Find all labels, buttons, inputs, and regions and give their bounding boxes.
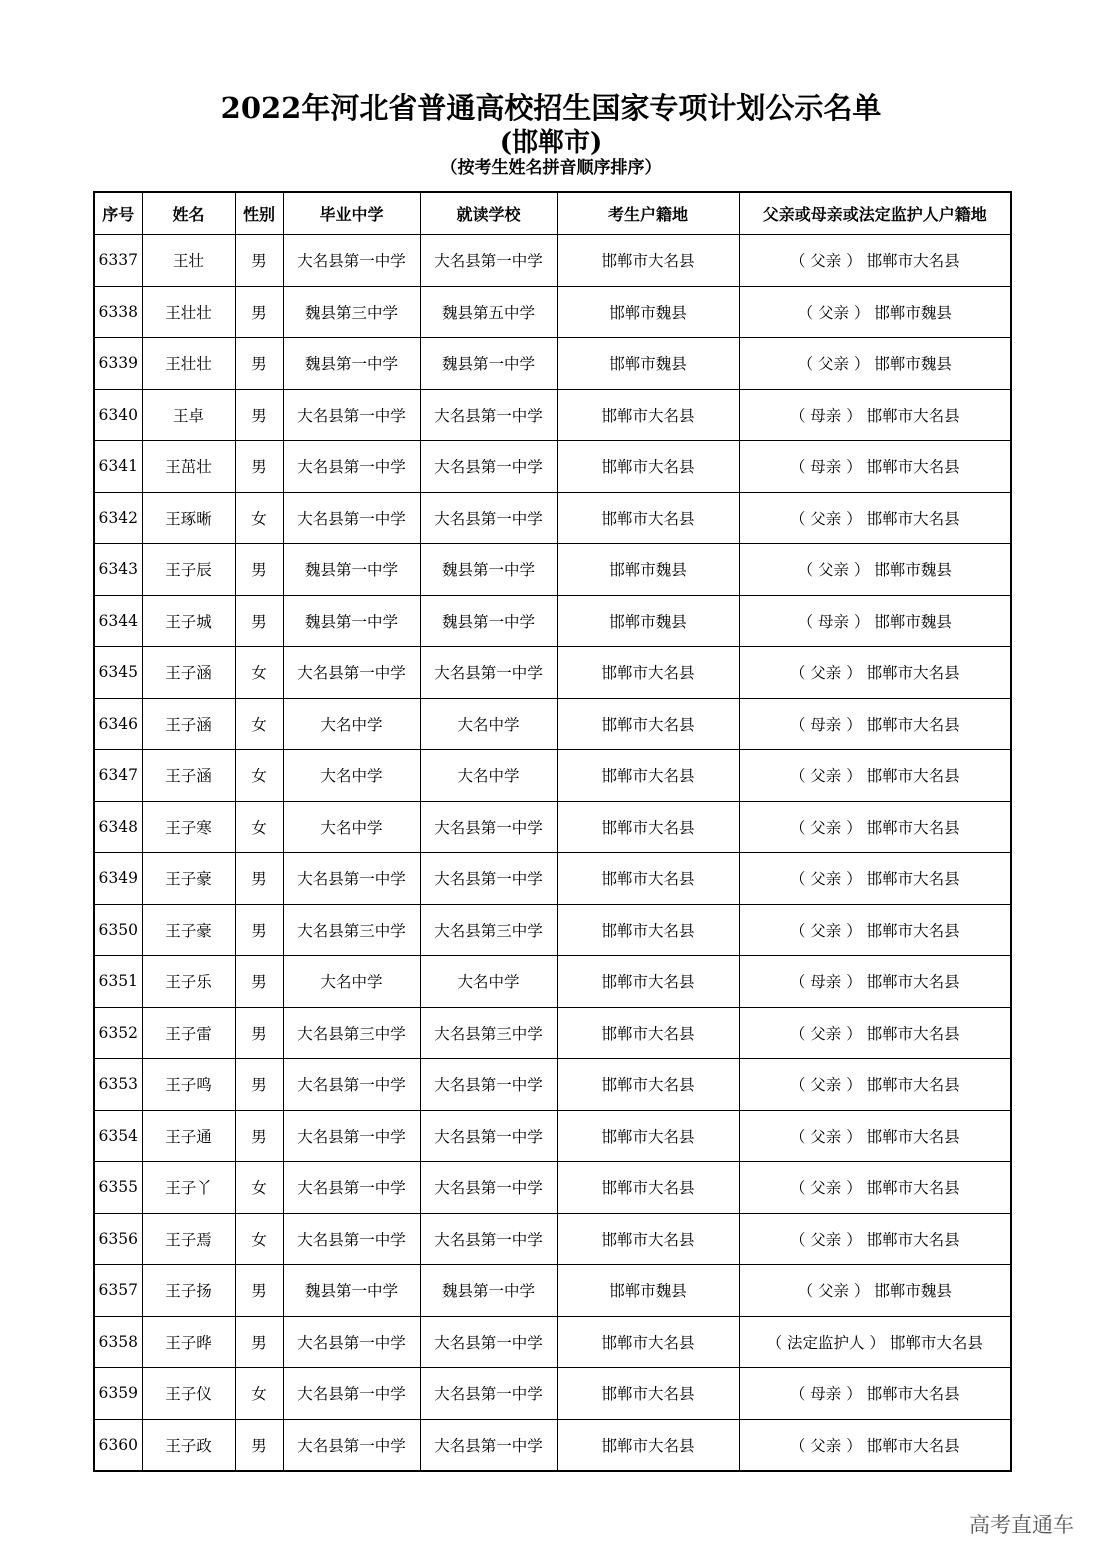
- guardian-registration-cell: （ 父亲 ） 邯郸市大名县: [739, 647, 1011, 699]
- name-cell: 王子辰: [142, 544, 235, 596]
- gender-cell: 女: [235, 698, 283, 750]
- name-cell: 王茁壮: [142, 441, 235, 493]
- household-registration-cell: 邯郸市大名县: [557, 1316, 739, 1368]
- gender-cell: 男: [235, 1316, 283, 1368]
- household-registration-cell: 邯郸市大名县: [557, 441, 739, 493]
- current-school-cell: 大名县第一中学: [420, 1213, 557, 1265]
- serial-cell: 6346: [94, 698, 142, 750]
- name-cell: 王子乐: [142, 956, 235, 1008]
- table-row: [94, 1007, 1011, 1059]
- current-school-cell: 大名中学: [420, 750, 557, 802]
- gender-cell: 男: [235, 1007, 283, 1059]
- name-cell: 王琢晰: [142, 492, 235, 544]
- household-registration-cell: 邯郸市魏县: [557, 544, 739, 596]
- gender-cell: 男: [235, 1110, 283, 1162]
- graduated-school-cell: 大名县第一中学: [283, 1213, 420, 1265]
- name-cell: 王子城: [142, 595, 235, 647]
- guardian-registration-cell: （ 父亲 ） 邯郸市魏县: [739, 1265, 1011, 1317]
- guardian-registration-cell: （ 母亲 ） 邯郸市大名县: [739, 441, 1011, 493]
- graduated-school-cell: 大名县第三中学: [283, 1007, 420, 1059]
- name-cell: 王子涵: [142, 698, 235, 750]
- name-cell: 王子通: [142, 1110, 235, 1162]
- table-row: [94, 1316, 1011, 1368]
- table-row: [94, 904, 1011, 956]
- graduated-school-cell: 魏县第三中学: [283, 286, 420, 338]
- graduated-school-cell: 大名县第一中学: [283, 235, 420, 287]
- graduated-school-cell: 大名县第一中学: [283, 1110, 420, 1162]
- household-registration-cell: 邯郸市大名县: [557, 956, 739, 1008]
- current-school-cell: 大名县第一中学: [420, 801, 557, 853]
- current-school-cell: 大名县第一中学: [420, 389, 557, 441]
- name-cell: 王子焉: [142, 1213, 235, 1265]
- current-school-cell: 大名县第一中学: [420, 1162, 557, 1214]
- guardian-registration-cell: （ 父亲 ） 邯郸市大名县: [739, 750, 1011, 802]
- serial-cell: 6354: [94, 1110, 142, 1162]
- serial-cell: 6340: [94, 389, 142, 441]
- serial-cell: 6356: [94, 1213, 142, 1265]
- table-row: [94, 1213, 1011, 1265]
- household-registration-cell: 邯郸市大名县: [557, 1368, 739, 1420]
- name-cell: 王子豪: [142, 853, 235, 905]
- current-school-cell: 魏县第一中学: [420, 338, 557, 390]
- graduated-school-cell: 大名中学: [283, 750, 420, 802]
- name-cell: 王子涵: [142, 750, 235, 802]
- current-school-cell: 大名县第一中学: [420, 1368, 557, 1420]
- graduated-school-cell: 大名中学: [283, 801, 420, 853]
- gender-cell: 男: [235, 1265, 283, 1317]
- name-cell: 王子鸣: [142, 1059, 235, 1111]
- table-row: [94, 1419, 1011, 1471]
- serial-cell: 6351: [94, 956, 142, 1008]
- header-graduated-school: 毕业中学: [283, 192, 420, 235]
- graduated-school-cell: 大名县第一中学: [283, 647, 420, 699]
- gender-cell: 男: [235, 286, 283, 338]
- serial-cell: 6352: [94, 1007, 142, 1059]
- serial-cell: 6349: [94, 853, 142, 905]
- graduated-school-cell: 魏县第一中学: [283, 544, 420, 596]
- graduated-school-cell: 大名县第一中学: [283, 389, 420, 441]
- graduated-school-cell: 魏县第一中学: [283, 338, 420, 390]
- current-school-cell: 大名县第一中学: [420, 1059, 557, 1111]
- gender-cell: 男: [235, 595, 283, 647]
- table-row: [94, 698, 1011, 750]
- graduated-school-cell: 大名县第一中学: [283, 492, 420, 544]
- table-row: [94, 956, 1011, 1008]
- household-registration-cell: 邯郸市大名县: [557, 1007, 739, 1059]
- table-row: [94, 492, 1011, 544]
- gender-cell: 女: [235, 1162, 283, 1214]
- name-cell: 王子扬: [142, 1265, 235, 1317]
- current-school-cell: 大名县第一中学: [420, 492, 557, 544]
- guardian-registration-cell: （ 父亲 ） 邯郸市大名县: [739, 1419, 1011, 1471]
- current-school-cell: 魏县第五中学: [420, 286, 557, 338]
- guardian-registration-cell: （ 父亲 ） 邯郸市大名县: [739, 1007, 1011, 1059]
- guardian-registration-cell: （ 母亲 ） 邯郸市大名县: [739, 389, 1011, 441]
- name-cell: 王子仪: [142, 1368, 235, 1420]
- household-registration-cell: 邯郸市大名县: [557, 750, 739, 802]
- household-registration-cell: 邯郸市大名县: [557, 801, 739, 853]
- household-registration-cell: 邯郸市大名县: [557, 647, 739, 699]
- gender-cell: 女: [235, 647, 283, 699]
- current-school-cell: 大名县第一中学: [420, 1316, 557, 1368]
- table-row: [94, 801, 1011, 853]
- header-guardian-registration: 父亲或母亲或法定监护人户籍地: [739, 192, 1011, 235]
- table-row: [94, 1368, 1011, 1420]
- guardian-registration-cell: （ 父亲 ） 邯郸市大名县: [739, 1213, 1011, 1265]
- gender-cell: 男: [235, 853, 283, 905]
- serial-cell: 6347: [94, 750, 142, 802]
- table-row: [94, 1059, 1011, 1111]
- graduated-school-cell: 大名县第一中学: [283, 1368, 420, 1420]
- guardian-registration-cell: （ 父亲 ） 邯郸市大名县: [739, 235, 1011, 287]
- table-row: [94, 1162, 1011, 1214]
- serial-cell: 6341: [94, 441, 142, 493]
- name-cell: 王壮壮: [142, 338, 235, 390]
- guardian-registration-cell: （ 父亲 ） 邯郸市大名县: [739, 904, 1011, 956]
- gender-cell: 男: [235, 389, 283, 441]
- graduated-school-cell: 大名县第一中学: [283, 1419, 420, 1471]
- graduated-school-cell: 大名县第一中学: [283, 1316, 420, 1368]
- serial-cell: 6353: [94, 1059, 142, 1111]
- gender-cell: 男: [235, 338, 283, 390]
- guardian-registration-cell: （ 父亲 ） 邯郸市大名县: [739, 853, 1011, 905]
- gender-cell: 女: [235, 1368, 283, 1420]
- current-school-cell: 大名县第一中学: [420, 853, 557, 905]
- guardian-registration-cell: （ 父亲 ） 邯郸市大名县: [739, 1059, 1011, 1111]
- table-row: [94, 647, 1011, 699]
- watermark-text: 高考直通车: [969, 1513, 1074, 1537]
- guardian-registration-cell: （ 母亲 ） 邯郸市大名县: [739, 698, 1011, 750]
- name-cell: 王子豪: [142, 904, 235, 956]
- table-row: [94, 441, 1011, 493]
- page-subtitle-city: (邯郸市): [499, 128, 603, 158]
- table-body: [94, 235, 1011, 1472]
- household-registration-cell: 邯郸市大名县: [557, 389, 739, 441]
- household-registration-cell: 邯郸市大名县: [557, 1110, 739, 1162]
- graduated-school-cell: 大名县第三中学: [283, 904, 420, 956]
- serial-cell: 6360: [94, 1419, 142, 1471]
- name-cell: 王壮壮: [142, 286, 235, 338]
- serial-cell: 6350: [94, 904, 142, 956]
- gender-cell: 女: [235, 492, 283, 544]
- household-registration-cell: 邯郸市大名县: [557, 1059, 739, 1111]
- household-registration-cell: 邯郸市魏县: [557, 286, 739, 338]
- current-school-cell: 大名中学: [420, 698, 557, 750]
- guardian-registration-cell: （ 父亲 ） 邯郸市大名县: [739, 492, 1011, 544]
- name-cell: 王子涵: [142, 647, 235, 699]
- household-registration-cell: 邯郸市魏县: [557, 595, 739, 647]
- name-cell: 王壮: [142, 235, 235, 287]
- household-registration-cell: 邯郸市大名县: [557, 1162, 739, 1214]
- current-school-cell: 大名县第三中学: [420, 904, 557, 956]
- gender-cell: 女: [235, 750, 283, 802]
- header-name: 姓名: [142, 192, 235, 235]
- guardian-registration-cell: （ 法定监护人 ） 邯郸市大名县: [739, 1316, 1011, 1368]
- graduated-school-cell: 魏县第一中学: [283, 1265, 420, 1317]
- serial-cell: 6337: [94, 235, 142, 287]
- guardian-registration-cell: （ 母亲 ） 邯郸市大名县: [739, 1368, 1011, 1420]
- serial-cell: 6358: [94, 1316, 142, 1368]
- gender-cell: 男: [235, 1419, 283, 1471]
- gender-cell: 男: [235, 956, 283, 1008]
- household-registration-cell: 邯郸市大名县: [557, 698, 739, 750]
- gender-cell: 男: [235, 904, 283, 956]
- table-row: [94, 595, 1011, 647]
- table-row: [94, 235, 1011, 287]
- household-registration-cell: 邯郸市魏县: [557, 338, 739, 390]
- guardian-registration-cell: （ 母亲 ） 邯郸市大名县: [739, 956, 1011, 1008]
- graduated-school-cell: 大名县第一中学: [283, 441, 420, 493]
- guardian-registration-cell: （ 父亲 ） 邯郸市魏县: [739, 286, 1011, 338]
- sort-note: （按考生姓名拼音顺序排序）: [440, 158, 662, 178]
- current-school-cell: 魏县第一中学: [420, 544, 557, 596]
- serial-cell: 6343: [94, 544, 142, 596]
- current-school-cell: 大名县第一中学: [420, 235, 557, 287]
- household-registration-cell: 邯郸市大名县: [557, 235, 739, 287]
- current-school-cell: 大名县第一中学: [420, 1110, 557, 1162]
- serial-cell: 6345: [94, 647, 142, 699]
- name-cell: 王卓: [142, 389, 235, 441]
- name-cell: 王子寒: [142, 801, 235, 853]
- current-school-cell: 魏县第一中学: [420, 595, 557, 647]
- serial-cell: 6344: [94, 595, 142, 647]
- name-cell: 王子丫: [142, 1162, 235, 1214]
- graduated-school-cell: 大名中学: [283, 698, 420, 750]
- table-row: [94, 389, 1011, 441]
- graduated-school-cell: 大名中学: [283, 956, 420, 1008]
- name-cell: 王子雷: [142, 1007, 235, 1059]
- current-school-cell: 大名县第一中学: [420, 441, 557, 493]
- current-school-cell: 大名县第三中学: [420, 1007, 557, 1059]
- name-cell: 王子政: [142, 1419, 235, 1471]
- current-school-cell: 大名县第一中学: [420, 1419, 557, 1471]
- gender-cell: 男: [235, 441, 283, 493]
- household-registration-cell: 邯郸市魏县: [557, 1265, 739, 1317]
- guardian-registration-cell: （ 母亲 ） 邯郸市魏县: [739, 595, 1011, 647]
- graduated-school-cell: 大名县第一中学: [283, 1059, 420, 1111]
- serial-cell: 6339: [94, 338, 142, 390]
- gender-cell: 男: [235, 1059, 283, 1111]
- household-registration-cell: 邯郸市大名县: [557, 492, 739, 544]
- guardian-registration-cell: （ 父亲 ） 邯郸市大名县: [739, 801, 1011, 853]
- header-household-registration: 考生户籍地: [557, 192, 739, 235]
- serial-cell: 6359: [94, 1368, 142, 1420]
- graduated-school-cell: 大名县第一中学: [283, 853, 420, 905]
- gender-cell: 女: [235, 801, 283, 853]
- current-school-cell: 大名县第一中学: [420, 647, 557, 699]
- gender-cell: 女: [235, 1213, 283, 1265]
- table-row: [94, 750, 1011, 802]
- household-registration-cell: 邯郸市大名县: [557, 1213, 739, 1265]
- guardian-registration-cell: （ 父亲 ） 邯郸市大名县: [739, 1162, 1011, 1214]
- header-serial: 序号: [94, 192, 142, 235]
- current-school-cell: 大名中学: [420, 956, 557, 1008]
- serial-cell: 6355: [94, 1162, 142, 1214]
- table-row: [94, 853, 1011, 905]
- name-cell: 王子晔: [142, 1316, 235, 1368]
- table-header-row: [94, 192, 1011, 235]
- table-row: [94, 286, 1011, 338]
- guardian-registration-cell: （ 父亲 ） 邯郸市魏县: [739, 544, 1011, 596]
- household-registration-cell: 邯郸市大名县: [557, 853, 739, 905]
- serial-cell: 6338: [94, 286, 142, 338]
- graduated-school-cell: 魏县第一中学: [283, 595, 420, 647]
- guardian-registration-cell: （ 父亲 ） 邯郸市魏县: [739, 338, 1011, 390]
- household-registration-cell: 邯郸市大名县: [557, 1419, 739, 1471]
- serial-cell: 6348: [94, 801, 142, 853]
- header-gender: 性别: [235, 192, 283, 235]
- current-school-cell: 魏县第一中学: [420, 1265, 557, 1317]
- table-row: [94, 1265, 1011, 1317]
- gender-cell: 男: [235, 544, 283, 596]
- page-title: 2022年河北省普通高校招生国家专项计划公示名单: [220, 91, 882, 125]
- serial-cell: 6342: [94, 492, 142, 544]
- guardian-registration-cell: （ 父亲 ） 邯郸市大名县: [739, 1110, 1011, 1162]
- header-current-school: 就读学校: [420, 192, 557, 235]
- student-table: [93, 191, 1012, 1472]
- table-row: [94, 338, 1011, 390]
- graduated-school-cell: 大名县第一中学: [283, 1162, 420, 1214]
- serial-cell: 6357: [94, 1265, 142, 1317]
- household-registration-cell: 邯郸市大名县: [557, 904, 739, 956]
- gender-cell: 男: [235, 235, 283, 287]
- table-row: [94, 1110, 1011, 1162]
- table-row: [94, 544, 1011, 596]
